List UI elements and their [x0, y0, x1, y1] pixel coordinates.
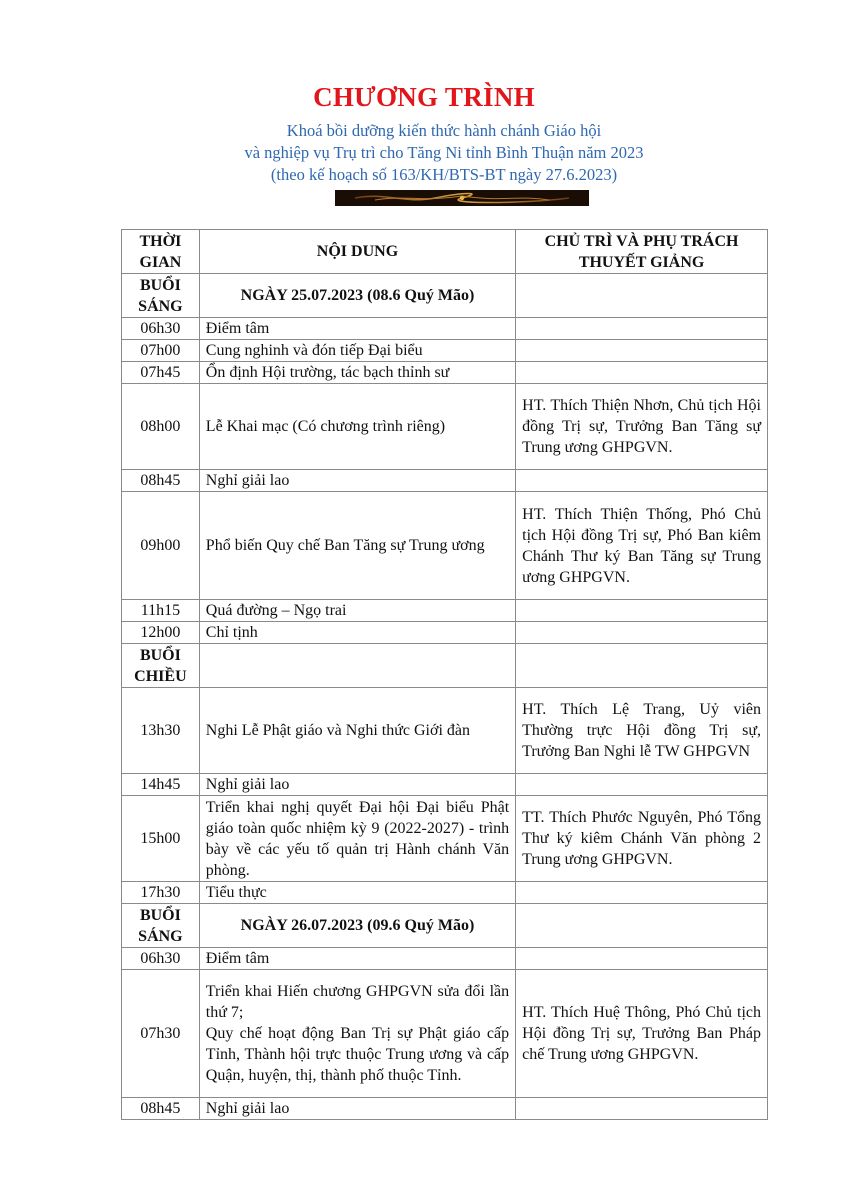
subtitle-line-1: Khoá bồi dưỡng kiến thức hành chánh Giáo hội [286, 121, 602, 140]
responsible-cell [516, 362, 768, 384]
decorative-divider [335, 190, 589, 206]
day-heading: NGÀY 26.07.2023 (09.6 Quý Mão) [199, 904, 515, 948]
subtitle-line-3: (theo kế hoạch số 163/KH/BTS-BT ngày 27.6.2023) [270, 165, 618, 184]
session-label: BUỔI CHIỀU [122, 644, 200, 688]
table-row [122, 688, 768, 774]
responsible-cell [516, 904, 768, 948]
time-cell: 07h00 [122, 340, 200, 362]
table-row [122, 318, 768, 340]
table-row [122, 1098, 768, 1120]
content-cell: Ổn định Hội trường, tác bạch thỉnh sư [199, 362, 515, 384]
content-cell [199, 644, 515, 688]
content-cell: Điểm tâm [199, 948, 515, 970]
responsible-cell [516, 948, 768, 970]
page-title: CHƯƠNG TRÌNH [313, 82, 535, 112]
table-row [122, 340, 768, 362]
content-cell: Nghi Lễ Phật giáo và Nghi thức Giới đàn [199, 688, 515, 774]
time-cell: 08h45 [122, 470, 200, 492]
responsible-cell [516, 470, 768, 492]
responsible-cell: HT. Thích Huệ Thông, Phó Chủ tịch Hội đồng Trị sự, Trưởng Ban Pháp chế Trung ương GHPGVN. [516, 970, 768, 1098]
schedule-table [121, 229, 768, 1120]
content-cell: Quá đường – Ngọ trai [199, 600, 515, 622]
time-cell: 07h30 [122, 970, 200, 1098]
responsible-cell [516, 622, 768, 644]
responsible-cell: HT. Thích Thiện Nhơn, Chủ tịch Hội đồng Trị sự, Trưởng Ban Tăng sự Trung ương GHPGVN. [516, 384, 768, 470]
content-cell: Điểm tâm [199, 318, 515, 340]
responsible-cell: HT. Thích Lệ Trang, Uỷ viên Thường trực Hội đồng Trị sự, Trưởng Ban Nghi lễ TW GHPGVN [516, 688, 768, 774]
time-cell: 08h45 [122, 1098, 200, 1120]
table-row [122, 384, 768, 470]
responsible-cell [516, 1098, 768, 1120]
table-row [122, 948, 768, 970]
responsible-cell [516, 882, 768, 904]
responsible-cell [516, 644, 768, 688]
time-cell: 09h00 [122, 492, 200, 600]
responsible-cell: HT. Thích Thiện Thống, Phó Chủ tịch Hội đồng Trị sự, Phó Ban kiêm Chánh Thư ký Ban Tăng sự Trung ương GHPGVN. [516, 492, 768, 600]
time-cell: 06h30 [122, 948, 200, 970]
content-cell: Phổ biến Quy chế Ban Tăng sự Trung ương [199, 492, 515, 600]
time-cell: 17h30 [122, 882, 200, 904]
table-header-row [122, 230, 768, 274]
time-cell: 07h45 [122, 362, 200, 384]
responsible-cell [516, 274, 768, 318]
table-row [122, 470, 768, 492]
time-cell: 12h00 [122, 622, 200, 644]
content-cell: Lễ Khai mạc (Có chương trình riêng) [199, 384, 515, 470]
time-cell: 14h45 [122, 774, 200, 796]
table-row [122, 796, 768, 882]
session-label: BUỔI SÁNG [122, 904, 200, 948]
time-cell: 08h00 [122, 384, 200, 470]
responsible-cell: TT. Thích Phước Nguyên, Phó Tổng Thư ký kiêm Chánh Văn phòng 2 Trung ương GHPGVN. [516, 796, 768, 882]
subtitle [0, 120, 848, 186]
table-row [122, 774, 768, 796]
table-row [122, 600, 768, 622]
subtitle-line-2: và nghiệp vụ Trụ trì cho Tăng Ni tỉnh Bình Thuận năm 2023 [244, 143, 644, 162]
content-cell: Nghỉ giải lao [199, 1098, 515, 1120]
table-row [122, 644, 768, 688]
table-row [122, 882, 768, 904]
header-time: THỜI GIAN [122, 230, 200, 274]
content-cell: Chỉ tịnh [199, 622, 515, 644]
table-row [122, 622, 768, 644]
responsible-cell [516, 318, 768, 340]
session-label: BUỔI SÁNG [122, 274, 200, 318]
table-row [122, 970, 768, 1098]
time-cell: 11h15 [122, 600, 200, 622]
content-cell: Nghỉ giải lao [199, 774, 515, 796]
header-content: NỘI DUNG [199, 230, 515, 274]
day-heading: NGÀY 25.07.2023 (08.6 Quý Mão) [199, 274, 515, 318]
table-row [122, 492, 768, 600]
table-row [122, 274, 768, 318]
content-cell: Cung nghinh và đón tiếp Đại biểu [199, 340, 515, 362]
content-cell: Tiểu thực [199, 882, 515, 904]
content-cell [199, 970, 515, 1098]
table-row [122, 904, 768, 948]
content-line-2: Quy chế hoạt động Ban Trị sự Phật giáo cấp Tỉnh, Thành hội trực thuộc Trung ương và cấp Quận, huyện, thị, thành phố thuộc Tỉnh. [205, 1025, 510, 1084]
time-cell: 15h00 [122, 796, 200, 882]
time-cell: 13h30 [122, 688, 200, 774]
responsible-cell [516, 340, 768, 362]
content-cell: Triển khai nghị quyết Đại hội Đại biểu Phật giáo toàn quốc nhiệm kỳ 9 (2022-2027) - trình bày về các yếu tố quản trị Hành chánh Văn phòng. [199, 796, 515, 882]
header-responsible: CHỦ TRÌ VÀ PHỤ TRÁCH THUYẾT GIẢNG [516, 230, 768, 274]
responsible-cell [516, 600, 768, 622]
content-cell: Nghỉ giải lao [199, 470, 515, 492]
responsible-cell [516, 774, 768, 796]
time-cell: 06h30 [122, 318, 200, 340]
table-row [122, 362, 768, 384]
content-line-1: Triển khai Hiến chương GHPGVN sửa đổi lần thứ 7; [205, 983, 510, 1021]
